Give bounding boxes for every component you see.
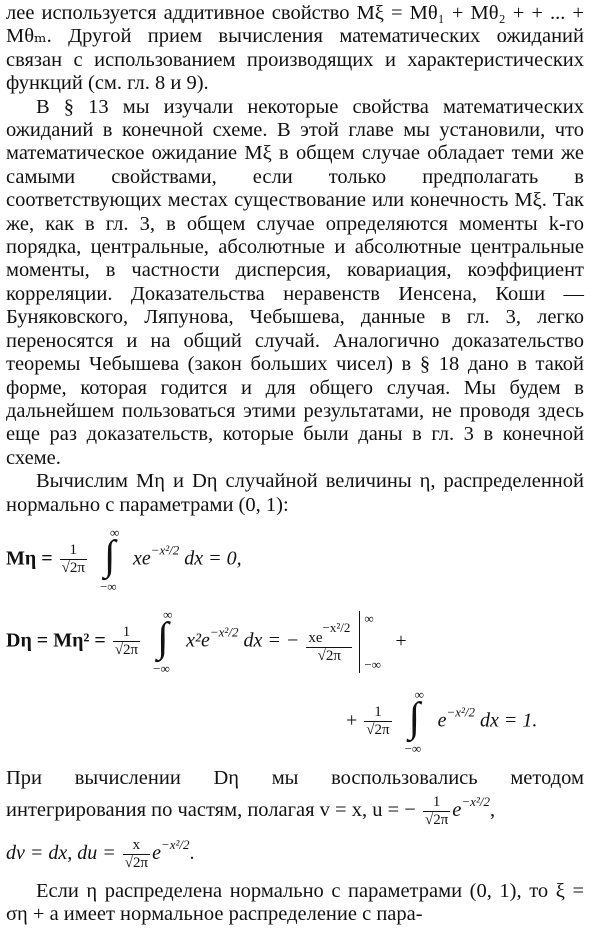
formula-1-rhs: = 0,: [208, 547, 242, 570]
fraction-1-over-sqrt-2pi: $\frac{1}{√2\pi}$: [114, 624, 139, 659]
paragraph-1: лее используется аддитивное свойство Mξ = Mθ₁ + Mθ₂ + + ... + Mθₘ. Другой прием вычисления математических ожиданий связан с использованием производящих и характеристических функций (см. гл. 8 и 9).: [6, 2, 584, 95]
formula-1-lhs: Mη =: [6, 547, 53, 570]
integrand: xe: [132, 547, 151, 570]
paragraph-4: При вычислении Dη мы воспользовались методом интегрирования по частям, полагая v = x, u = − $\frac{1}{√2\pi}$ $e^{-x^2/2}$,: [6, 766, 584, 829]
evaluation-bar: ∞ −∞: [359, 611, 364, 673]
formula-m-eta: Mη = $\frac{1}{√2\pi}$ ∞ ∫ −∞ $xe^{-x^2/2}$ dx = 0,: [6, 524, 242, 594]
formula-2-lhs: Dη = Mη² =: [6, 629, 106, 652]
integral-sign: ∞ ∫ −∞: [404, 686, 424, 756]
formula-d-eta-continued: + $\frac{1}{√2\pi}$ ∞ ∫ −∞ $e^{-x^2/2}$ dx = 1.: [346, 686, 538, 756]
integral-sign: ∞ ∫ −∞: [99, 524, 120, 594]
formula-d-eta: Dη = Mη² = $\frac{1}{√2\pi}$ ∞ ∫ −∞ $x^2e^{-x^2/2}$ dx = − $\frac{\text{xe−x²/2}}{√2\pi}$ ∞ −∞ +: [6, 606, 407, 676]
fraction-1-over-sqrt-2pi: $\frac{1}{√2\pi}$: [366, 704, 390, 739]
paragraph-3: Вычислим Mη и Dη случайной величины η, распределенной нормально с параметрами (0, 1):: [6, 470, 584, 516]
fraction-1-over-sqrt-2pi: $\frac{1}{√2\pi}$: [424, 794, 449, 829]
paragraph-5: Если η распределена нормально с параметрами (0, 1), то ξ = ση + a имеет нормальное распределение с пара-: [6, 880, 584, 926]
paragraph-2: В § 13 мы изучали некоторые свойства математических ожиданий в конечной схеме. В этой главе мы установили, что математическое ожидание Mξ в общем случае обладает теми же самыми свойствами, если только предполагать в соответствующих местах существование или конечность Mξ. Так же, как в гл. 3, в общем случае определяются моменты k-го порядка, центральные, абсолютные и абсолютные центральные моменты, в частности дисперсия, ковариация, коэффициент корреляции. Доказательства неравенств Иенсена, Коши — Буняковского, Ляпунова, Чебышева, данные в гл. 3, легко переносятся и на общий случай. Аналогично доказательство теоремы Чебышева (закон больших чисел) в § 18 дано в такой форме, которая годится и для общего случая. Мы будем в дальнейшем пользоваться этими результатами, не проводя здесь еще раз доказательств, которые были даны в гл. 3 в конечной схеме.: [6, 95, 584, 469]
fraction-x-over-sqrt-2pi: $\frac{x}{√2\pi}$: [124, 837, 149, 872]
fraction-1-over-sqrt-2pi: $\frac{1}{√2\pi}$: [61, 542, 85, 577]
formula-dv-du: dv = dx, du = $\frac{x}{√2\pi}$ $e^{-x^2/2}$.: [6, 837, 195, 872]
fraction-xe-over-sqrt-2pi: $\frac{\text{xe−x²/2}}{√2\pi}$: [308, 619, 351, 664]
integral-sign: ∞ ∫ −∞: [153, 606, 173, 676]
